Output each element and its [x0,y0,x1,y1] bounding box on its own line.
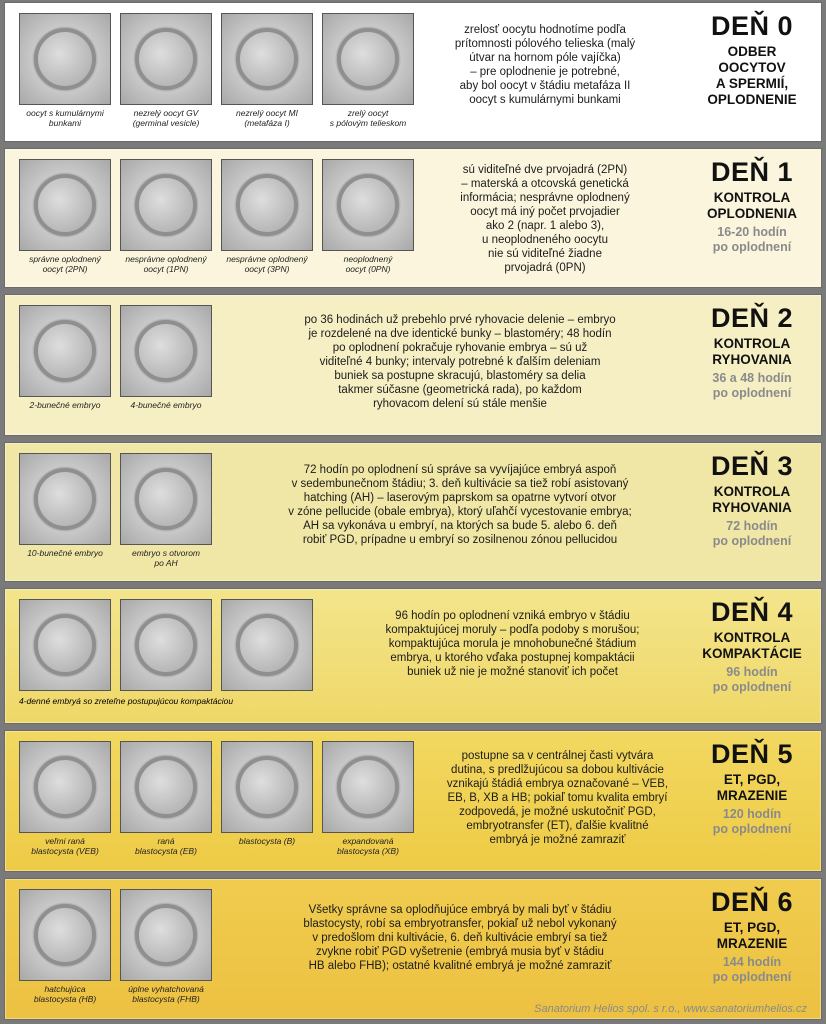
photo-caption-line: blastocysta (XB) [337,846,399,856]
description-line: hatching (AH) – laserovým paprskom sa opatrne vytvorí otvor [303,492,617,504]
description-line: oocyt s kumulárnymi bunkami [469,94,621,106]
embryo-cell-shape [34,320,96,382]
description-line: HB alebo FHB); ostatné kvalitné embryá je možné zamraziť [308,960,612,972]
day-time-line: 96 hodín [726,665,778,679]
embryo-photo [221,741,313,846]
embryo-photo [19,741,111,856]
day-panel [4,2,822,142]
description-line: robiť PGD, prípadne u embryí so zosilnenou zónou pellucidou [302,534,618,546]
photo-caption-line: úplne vyhatchovaná [128,984,204,994]
day-title [693,772,811,804]
embryo-photo [19,305,111,410]
embryo-image [120,599,212,691]
day-number: DEŇ 0 [710,11,794,41]
day-panel [4,294,822,436]
description-line: – materská a otcovská genetická [461,178,629,190]
embryo-photo [221,159,313,274]
photo-caption [316,108,420,128]
embryo-photo [120,13,212,128]
embryo-photo [322,741,414,856]
day-title-line: ET, PGD, [723,772,781,787]
day-title [693,920,811,952]
embryo-cell-shape [236,756,298,818]
photo-caption [215,254,319,274]
description-line: 96 hodín po oplodnení vzniká embryo v štádiu [395,610,630,622]
embryo-cell-shape [337,174,399,236]
photo-caption [13,548,117,558]
photo-caption-line: správne oplodnený [29,254,101,264]
description-line: AH sa vykonáva u embryí, na ktorých sa bude 5. alebo 6. deň [303,520,617,532]
photo-caption-line: blastocysta (B) [238,836,296,846]
description-line: oocyt má iný počet prvojadier [470,206,620,218]
embryo-cell-shape [135,320,197,382]
day-title-line: MRAZENIE [716,936,788,951]
embryo-cell-shape [34,756,96,818]
embryo-cell-shape [34,904,96,966]
embryo-image [19,599,111,691]
embryo-cell-shape [135,756,197,818]
day-title-line: RYHOVANIA [712,352,792,367]
photo-caption-line: hatchujúca [44,984,86,994]
day-title-line: KONTROLA [713,190,791,205]
photo-caption [114,984,218,1004]
day-time-line: po oplodnení [712,534,792,548]
day-description [230,903,690,973]
embryo-cell-shape [135,174,197,236]
day-title-line: ODBER [727,44,777,59]
embryo-image [221,599,313,691]
description-line: kompaktujúcej moruly – podľa podoby s morušou; [385,624,640,636]
day-panel [4,442,822,582]
photo-caption [13,254,117,274]
embryo-image [120,13,212,105]
embryo-image [221,159,313,251]
description-line: útvar na hornom póle vajíčka) [469,52,621,64]
embryo-cell-shape [34,468,96,530]
day-panel [4,878,822,1020]
description-line: prvojadrá (0PN) [504,262,586,274]
embryo-photo [19,599,111,694]
photo-caption-line: oocyt (3PN) [244,264,290,274]
day-time-line: 144 hodín [722,955,782,969]
embryo-image [120,305,212,397]
day-heading [693,451,811,549]
embryo-cell-shape [135,28,197,90]
day-title-line: KONTROLA [713,630,791,645]
photo-caption-line: zrelý oocyt [347,108,389,118]
photo-caption [215,108,319,128]
embryo-photo [120,453,212,568]
photo-caption [316,836,420,856]
day-time-line: po oplodnení [712,240,792,254]
day-title-line: A SPERMIÍ, [715,76,789,91]
day-heading [693,11,811,108]
photo-caption [114,254,218,274]
photo-caption [114,548,218,568]
photo-caption-line: embryo s otvorom [131,548,201,558]
photo-caption-line: oocyt s kumulárnymi [26,108,104,118]
photo-caption-line: bunkami [48,118,82,128]
day-title [693,630,811,662]
day-time [693,519,811,549]
embryo-image [221,13,313,105]
photo-caption-line: blastocysta (EB) [135,846,197,856]
embryo-image [19,741,111,833]
embryo-cell-shape [236,28,298,90]
photo-caption [13,108,117,128]
day-description [335,609,690,679]
description-line: sú viditeľné dve prvojadrá (2PN) [462,164,628,176]
embryo-photo [19,159,111,274]
photo-caption [13,984,117,1004]
embryo-photo [221,599,313,694]
embryo-image [19,13,111,105]
photo-caption [114,108,218,128]
embryo-image [19,453,111,545]
photo-caption-line: oocyt (1PN) [143,264,189,274]
embryo-image [120,889,212,981]
photo-caption [215,836,319,846]
description-line: u neoplodneného oocytu [482,234,608,246]
day-time [693,371,811,401]
description-line: informácia; nesprávne oplodnený [460,192,630,204]
day-panel [4,148,822,288]
embryo-image [19,305,111,397]
photo-caption-line: nesprávne oplodnený [125,254,207,264]
day-title [693,336,811,368]
photo-caption-line: oocyt (0PN) [345,264,391,274]
day-time-line: po oplodnení [712,970,792,984]
day-description [230,463,690,547]
day-title [693,44,811,108]
day-title-line: KOMPAKTÁCIE [702,646,802,661]
day-time-line: po oplodnení [712,822,792,836]
description-line: v predošlom dni kultivácie, 6. deň kultivácie embryí sa tiež [312,932,608,944]
embryo-cell-shape [135,904,197,966]
embryo-photo [19,889,111,1004]
photo-caption-line: oocyt (2PN) [42,264,88,274]
photo-caption-line: s pólovým telieskom [329,118,407,128]
day-number: DEŇ 6 [710,887,794,917]
embryo-photo [120,599,212,694]
photo-caption-line: nezrelý oocyt MI [236,108,298,118]
day-heading [693,597,811,695]
day-heading [693,887,811,985]
description-line: ako 2 (napr. 1 alebo 3), [485,220,605,232]
embryo-image [19,159,111,251]
day-panel [4,588,822,724]
day-time [693,807,811,837]
day-time [693,955,811,985]
photo-caption-line: po AH [154,558,178,568]
photo-caption-line: expandovaná [342,836,394,846]
photo-caption [114,400,218,410]
description-line: zvykne robiť PGD vyšetrenie (embryá musia byť v štádiu [316,946,604,958]
photo-caption-line: (metafáza I) [244,118,290,128]
day-title-line: OPLODNENIA [706,206,797,221]
embryo-cell-shape [135,614,197,676]
day-description [230,313,690,411]
embryo-image [322,741,414,833]
embryo-photo [120,159,212,274]
description-line: kompaktujúca morula je mnohobunečné štádium [388,638,637,650]
day-title-line: RYHOVANIA [712,500,792,515]
embryo-image [120,453,212,545]
embryo-photo [120,305,212,410]
photo-caption-line: neoplodnený [343,254,393,264]
photo-caption-line: blastocysta (FHB) [132,994,200,1004]
day-title-line: MRAZENIE [716,788,788,803]
description-line: embryotransfer (ET), ďalšie kvalitné [466,820,649,832]
photo-caption-line: 4-bunečné embryo [130,400,202,410]
embryo-cell-shape [34,174,96,236]
embryo-image [120,741,212,833]
embryo-photo [221,13,313,128]
description-line: vznikajú štádiá embrya označované – VEB, [446,778,669,790]
description-line: EB, B, XB a HB; pokiaľ tomu kvalita embryí [447,792,668,804]
photo-caption-line: blastocysta (HB) [33,994,97,1004]
description-line: viditeľné 4 bunky; intervaly potrebné k ďalším deleniam [319,356,601,368]
embryo-cell-shape [337,28,399,90]
description-line: Všetky správne sa oplodňujúce embryá by mali byť v štádiu [308,904,612,916]
embryo-photo [19,453,111,558]
description-line: aby bol oocyt v štádiu metafáza II [459,80,631,92]
description-line: dutina, s predlžujúcou sa dobou kultivácie [451,764,664,776]
day-title [693,484,811,516]
day-title-line: KONTROLA [713,484,791,499]
day-time-line: 72 hodín [726,519,778,533]
footer-credit: Sanatorium Helios spol. s r.o., www.sanatoriumhelios.cz [534,1003,807,1015]
embryo-cell-shape [337,756,399,818]
description-line: blastocysty, robí sa embryotransfer, pokiaľ už nebol vykonaný [303,918,617,930]
day-time [693,225,811,255]
day-title-line: KONTROLA [713,336,791,351]
description-line: buniek už nie je možné stanoviť ich počet [407,666,618,678]
day-number: DEŇ 1 [710,157,794,187]
day-number: DEŇ 5 [710,739,794,769]
embryo-image [19,889,111,981]
day-description [425,749,690,847]
day-time-line: 120 hodín [722,807,782,821]
photo-caption-line: 10-bunečné embryo [27,548,103,558]
day-title [693,190,811,222]
day-time-line: 16-20 hodín [717,225,787,239]
day-title-line: ET, PGD, [723,920,781,935]
description-line: ryhovacom delení sú stále menšie [373,398,547,410]
photo-caption-line: nezrelý oocyt GV [133,108,199,118]
description-line: takmer súčasne (geometrická rada), po každom [338,384,582,396]
day-number: DEŇ 2 [710,303,794,333]
day-title-line: OOCYTOV [718,60,786,75]
description-line: 72 hodín po oplodnení sú správe sa vyvíjajúce embryá aspoň [303,464,617,476]
photo-caption-line: nesprávne oplodnený [226,254,308,264]
embryo-photo [120,889,212,1004]
description-line: je rozdelené na dve identické bunky – blastoméry; 48 hodín [308,328,612,340]
photo-caption [13,836,117,856]
day-heading [693,303,811,401]
description-line: po oplodnení pokračuje ryhovanie embrya – sú už [332,342,588,354]
day-time-line: po oplodnení [712,680,792,694]
description-line: – pre oplodnenie je potrebné, [470,66,620,78]
day-time [693,665,811,695]
embryo-cell-shape [34,28,96,90]
embryo-image [221,741,313,833]
day-heading [693,157,811,255]
embryo-cell-shape [34,614,96,676]
embryo-cell-shape [236,614,298,676]
embryo-photo [120,741,212,856]
day-panel [4,730,822,872]
day-number: DEŇ 3 [710,451,794,481]
description-line: nie sú viditeľné žiadne [488,248,602,260]
photo-group-caption: 4-denné embryá so zreteľne postupujúcou kompaktáciou [19,696,234,706]
day-number: DEŇ 4 [710,597,794,627]
photo-caption-line: veľmi raná [45,836,85,846]
description-line: v sedembunečnom štádiu; 3. deň kultivácie sa tiež robí asistovaný [291,478,629,490]
description-line: postupne sa v centrálnej časti vytvára [461,750,654,762]
description-line: embrya, u ktorého vďaka postupnej kompaktácii [390,652,635,664]
embryo-cell-shape [135,468,197,530]
day-title-line: OPLODNENIE [707,92,797,107]
photo-caption-line: 2-bunečné embryo [29,400,101,410]
description-line: zodpovedá, je možné uskutočniť PGD, [459,806,656,818]
embryo-cell-shape [236,174,298,236]
photo-caption-line: blastocysta (VEB) [31,846,99,856]
description-line: embryá je možné zamraziť [489,834,626,846]
embryo-photo [19,13,111,128]
day-heading [693,739,811,837]
day-description [400,163,690,275]
photo-caption [13,400,117,410]
description-line: po 36 hodinách už prebehlo prvé ryhovacie delenie – embryo [304,314,616,326]
description-line: buniek sa postupne skracujú, blastoméry sa delia [334,370,586,382]
day-description [400,23,690,107]
description-line: prítomnosti pólového telieska (malý [454,38,636,50]
day-time-line: po oplodnení [712,386,792,400]
photo-caption-line: (germinal vesicle) [132,118,200,128]
description-line: zrelosť oocytu hodnotíme podľa [464,24,626,36]
embryo-image [120,159,212,251]
description-line: v zóne pellucide (obale embrya), ktorý uľahčí vycestovanie embrya; [288,506,632,518]
photo-caption [114,836,218,856]
photo-caption-line: raná [157,836,175,846]
day-time-line: 36 a 48 hodín [712,371,792,385]
